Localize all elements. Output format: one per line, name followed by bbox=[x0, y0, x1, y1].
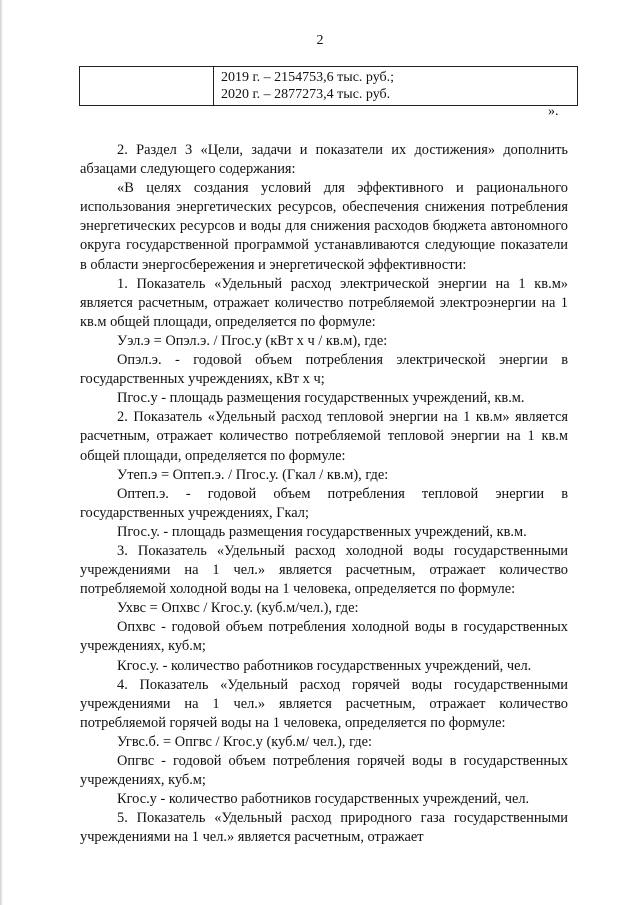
body-paragraph: 2. Показатель «Удельный расход тепловой энергии на 1 кв.м» является расчетным, отражает количество потребляемой тепловой энергии на 1 кв.м общей площади, определяется по формуле: bbox=[80, 409, 568, 464]
body-paragraph: 2. Раздел 3 «Цели, задачи и показатели их достижения» дополнить абзацами следующего содержания: bbox=[80, 142, 568, 178]
body-paragraph: 3. Показатель «Удельный расход холодной воды государственными учреждениями на 1 чел.» является расчетным, отражает количество потребляемой холодной воды на 1 человека, определяется по формуле: bbox=[80, 542, 568, 598]
document-body bbox=[80, 141, 568, 847]
table-cell-funding bbox=[221, 69, 571, 103]
body-paragraph: Кгос.у - количество работников государственных учреждений, чел. bbox=[117, 791, 530, 808]
body-paragraph: Оптеп.э. - годовой объем потребления тепловой энергии в государственных учреждениях, Гкал; bbox=[80, 485, 568, 521]
body-paragraph: 5. Показатель «Удельный расход природного газа государственными учреждениями на 1 чел.» является расчетным, отражает bbox=[80, 810, 568, 846]
body-paragraph: Уэл.э = Опэл.э. / Пгос.у (кВт х ч / кв.м), где: bbox=[117, 332, 388, 349]
closing-quote: ». bbox=[548, 104, 559, 119]
body-paragraph: Угвс.б. = Опгвс / Кгос.у (куб.м/ чел.), где: bbox=[117, 733, 373, 750]
funding-line-2019: 2019 г. – 2154753,6 тыс. руб.; bbox=[221, 70, 395, 85]
page-number: 2 bbox=[316, 33, 324, 48]
body-paragraph: Пгос.у - площадь размещения государственных учреждений, кв.м. bbox=[117, 390, 525, 407]
table-column-divider bbox=[213, 67, 214, 105]
body-paragraph: 4. Показатель «Удельный расход горячей воды государственными учреждениями на 1 чел.» является расчетным, отражает количество потребляемой горячей воды на 1 человека, определяется по формуле: bbox=[80, 676, 568, 731]
funding-line-2020: 2020 г. – 2877273,4 тыс. руб. bbox=[221, 87, 391, 102]
body-paragraph: Утеп.э = Оптеп.э. / Пгос.у. (Гкал / кв.м), где: bbox=[117, 466, 389, 483]
body-paragraph: Кгос.у. - количество работников государственных учреждений, чел. bbox=[117, 657, 532, 674]
body-paragraph: Пгос.у. - площадь размещения государственных учреждений, кв.м. bbox=[117, 523, 527, 540]
body-paragraph: Опэл.э. - годовой объем потребления электрической энергии в государственных учреждениях, кВт х ч; bbox=[80, 352, 568, 388]
scan-edge-shadow bbox=[0, 0, 3, 905]
budget-table-fragment bbox=[79, 66, 578, 106]
body-paragraph: 1. Показатель «Удельный расход электрической энергии на 1 кв.м» является расчетным, отражает количество потребляемой электроэнергии на 1 кв.м общей площади, определяется по формуле: bbox=[80, 275, 568, 330]
body-paragraph: Ухвс = Опхвс / Кгос.у. (куб.м/чел.), где: bbox=[117, 600, 359, 617]
body-paragraph: Опгвс - годовой объем потребления горячей воды в государственных учреждениях, куб.м; bbox=[80, 753, 568, 789]
body-paragraph: «В целях создания условий для эффективного и рационального использования энергетических ресурсов, обеспечения снижения потребления энергетических ресурсов и воды для снижения расходов бюджета автономного округа государственной программой устанавливаются следующие показатели в области энергосбережения и энергетической эффективности: bbox=[80, 180, 568, 273]
body-paragraph: Опхвс - годовой объем потребления холодной воды в государственных учреждениях, куб.м; bbox=[80, 619, 568, 655]
